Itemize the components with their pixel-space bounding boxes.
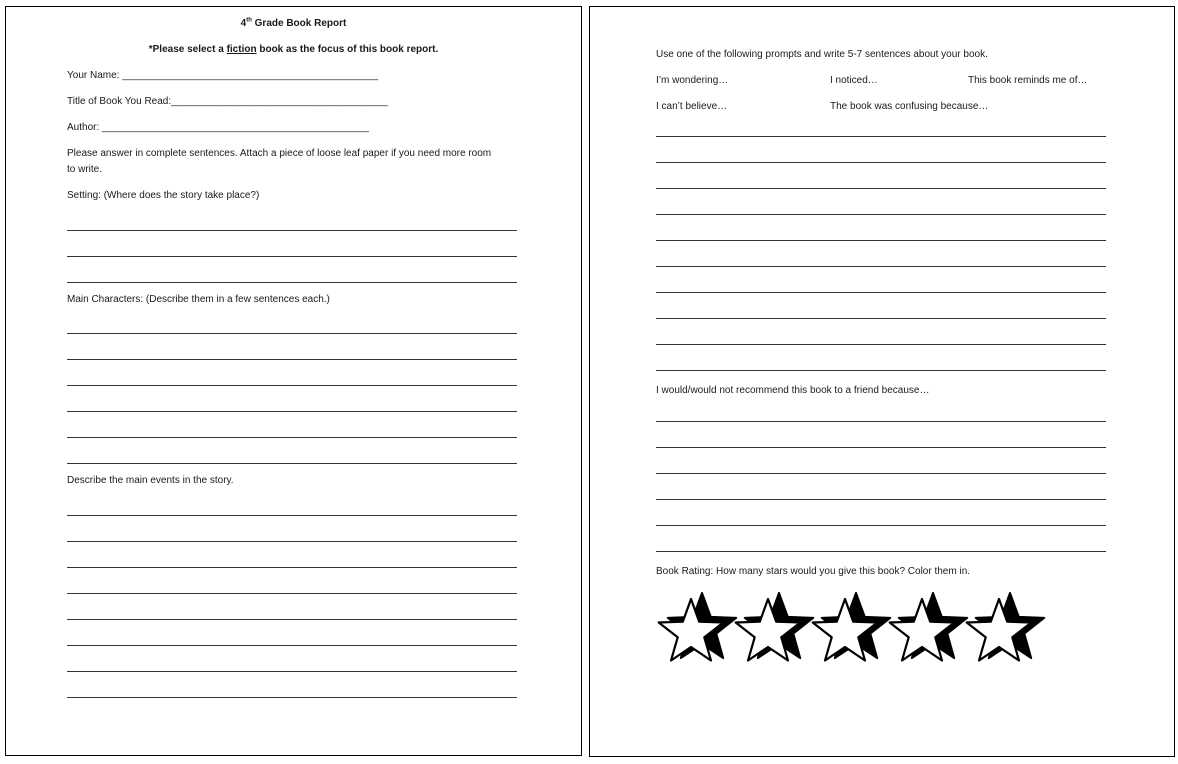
events-writing-line[interactable] bbox=[67, 619, 517, 620]
your-name-field[interactable]: Your Name: ______________________________________________ bbox=[67, 70, 379, 81]
prompt-confusing: The book was confusing because… bbox=[830, 101, 989, 112]
star-icon[interactable] bbox=[887, 591, 973, 669]
star-icon[interactable] bbox=[964, 591, 1050, 669]
response-writing-line[interactable] bbox=[656, 266, 1106, 267]
recommend-writing-line[interactable] bbox=[656, 473, 1106, 474]
characters-writing-line[interactable] bbox=[67, 385, 517, 386]
recommend-writing-line[interactable] bbox=[656, 421, 1106, 422]
star-icon[interactable] bbox=[733, 591, 819, 669]
worksheet-title bbox=[6, 17, 581, 30]
response-writing-line[interactable] bbox=[656, 162, 1106, 163]
title-grade-suffix: th bbox=[246, 17, 252, 24]
recommend-writing-line[interactable] bbox=[656, 525, 1106, 526]
prompt-reminds-me: This book reminds me of… bbox=[968, 75, 1088, 86]
instruction-text-start: *Please select a bbox=[148, 44, 227, 55]
prompt-noticed: I noticed… bbox=[830, 75, 878, 86]
characters-writing-line[interactable] bbox=[67, 411, 517, 412]
events-writing-line[interactable] bbox=[67, 645, 517, 646]
recommend-writing-line[interactable] bbox=[656, 447, 1106, 448]
events-writing-line[interactable] bbox=[67, 593, 517, 594]
instruction-fiction-word: fiction bbox=[226, 44, 257, 55]
recommend-writing-line[interactable] bbox=[656, 499, 1106, 500]
star-icon[interactable] bbox=[810, 591, 896, 669]
recommend-prompt: I would/would not recommend this book to a friend because… bbox=[656, 385, 930, 396]
events-writing-line[interactable] bbox=[67, 697, 517, 698]
prompt-wondering: I’m wondering… bbox=[656, 75, 729, 86]
recommend-writing-line[interactable] bbox=[656, 551, 1106, 552]
characters-writing-line[interactable] bbox=[67, 463, 517, 464]
response-writing-line[interactable] bbox=[656, 344, 1106, 345]
characters-writing-line[interactable] bbox=[67, 333, 517, 334]
worksheet-page-1 bbox=[5, 6, 582, 756]
characters-writing-line[interactable] bbox=[67, 437, 517, 438]
star-icon[interactable] bbox=[656, 591, 742, 669]
title-text: Grade Book Report bbox=[251, 18, 347, 29]
rating-prompt: Book Rating: How many stars would you give this book? Color them in. bbox=[656, 566, 971, 577]
book-title-field[interactable]: Title of Book You Read:_______________________________________ bbox=[67, 96, 389, 107]
directions-line-2: to write. bbox=[67, 164, 103, 175]
events-writing-line[interactable] bbox=[67, 671, 517, 672]
response-writing-line[interactable] bbox=[656, 370, 1106, 371]
events-writing-line[interactable] bbox=[67, 515, 517, 516]
instruction-text-end: book as the focus of this book report. bbox=[256, 44, 439, 55]
setting-writing-line[interactable] bbox=[67, 282, 517, 283]
prompt-cant-believe: I can’t believe… bbox=[656, 101, 728, 112]
response-writing-line[interactable] bbox=[656, 188, 1106, 189]
prompts-instruction: Use one of the following prompts and write 5-7 sentences about your book. bbox=[656, 49, 988, 60]
characters-writing-line[interactable] bbox=[67, 359, 517, 360]
setting-writing-line[interactable] bbox=[67, 256, 517, 257]
setting-prompt: Setting: (Where does the story take place?) bbox=[67, 190, 260, 201]
title-grade: 4 bbox=[240, 18, 247, 29]
author-field[interactable]: Author: ________________________________________________ bbox=[67, 122, 369, 133]
response-writing-line[interactable] bbox=[656, 292, 1106, 293]
events-writing-line[interactable] bbox=[67, 567, 517, 568]
setting-writing-line[interactable] bbox=[67, 230, 517, 231]
response-writing-line[interactable] bbox=[656, 214, 1106, 215]
events-writing-line[interactable] bbox=[67, 541, 517, 542]
response-writing-line[interactable] bbox=[656, 240, 1106, 241]
events-prompt: Describe the main events in the story. bbox=[67, 475, 234, 486]
response-writing-line[interactable] bbox=[656, 136, 1106, 137]
response-writing-line[interactable] bbox=[656, 318, 1106, 319]
worksheet-page-2 bbox=[589, 6, 1175, 757]
characters-prompt: Main Characters: (Describe them in a few sentences each.) bbox=[67, 294, 330, 305]
fiction-instruction bbox=[6, 43, 581, 56]
directions-line-1: Please answer in complete sentences. Attach a piece of loose leaf paper if you need more room bbox=[67, 148, 492, 159]
